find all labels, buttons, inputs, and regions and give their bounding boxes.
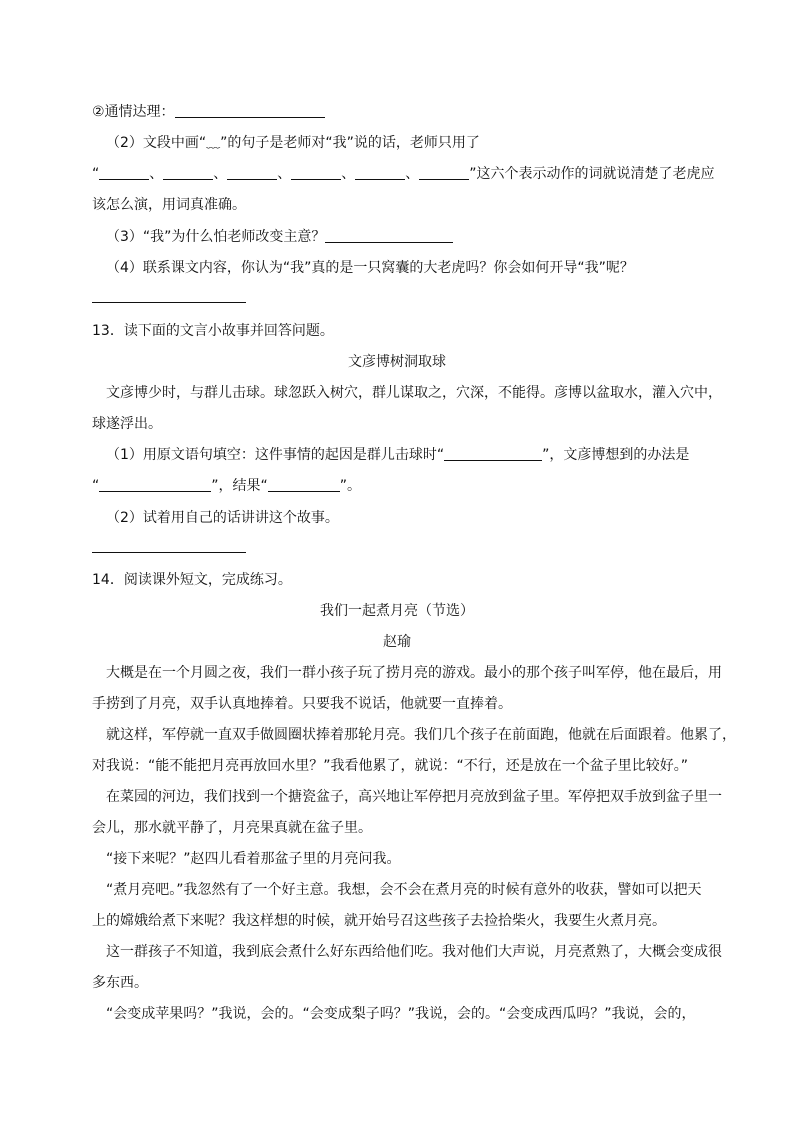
q12-part4-answer-line[interactable] <box>92 302 246 303</box>
q13-passage-line2: 球遂浮出。 <box>92 416 162 432</box>
q12-part2-blanks: “ 、 、 、 、 、 ”这六个表示动作的词就说清楚了老虎应 <box>92 166 715 182</box>
q12-item2 <box>92 103 325 121</box>
answer-blank-6[interactable] <box>419 165 469 180</box>
q14-heading: 14．阅读课外短文，完成练习。 <box>92 572 292 588</box>
q14-author: 赵瑜 <box>383 634 411 650</box>
answer-blank-4[interactable] <box>291 165 341 180</box>
q14-p1-line2: 手捞到了月亮，双手认真地捧着。只要我不说话，他就要一直捧着。 <box>92 696 512 712</box>
q14-p5-line1: “煮月亮吧。”我忽然有了一个好主意。我想，会不会在煮月亮的时候有意外的收获，譬如可以把天 <box>106 882 702 898</box>
q13-part1: （1）用原文语句填空：这件事情的起因是群儿击球时“ ”，文彦博想到的办法是 <box>106 447 690 463</box>
answer-blank[interactable] <box>175 103 325 118</box>
answer-blank-5[interactable] <box>355 165 405 180</box>
answer-blank[interactable] <box>444 446 542 461</box>
answer-blank[interactable] <box>99 477 211 492</box>
q12-part4: （4）联系课文内容，你认为“我”真的是一只窝囊的大老虎吗？你会如何开导“我”呢？ <box>106 260 634 276</box>
q14-p3-line2: 会儿，那水就平静了，月亮果真就在盆子里。 <box>92 820 372 836</box>
answer-blank-2[interactable] <box>163 165 213 180</box>
q14-p4-line1: “接下来呢？”赵四儿看着那盆子里的月亮问我。 <box>106 851 401 867</box>
q14-p3-line1: 在菜园的河边，我们找到一个搪瓷盆子，高兴地让军停把月亮放到盆子里。军停把双手放到盆子里一 <box>106 789 722 805</box>
q14-p6-line2: 多东西。 <box>92 975 148 991</box>
q12-part2-line3: 该怎么演，用词真准确。 <box>92 197 246 213</box>
answer-blank[interactable] <box>325 228 453 243</box>
q13-heading: 13．读下面的文言小故事并回答问题。 <box>92 323 334 339</box>
q13-passage-line1: 文彦博少时，与群儿击球。球忽跃入树穴，群儿谋取之，穴深，不能得。彦博以盆取水，灌入穴中， <box>106 385 722 401</box>
q12-item2-label: ②通情达理： <box>92 104 175 120</box>
q13-part1-line2: “ ”，结果“ ”。 <box>92 478 362 494</box>
q14-p1-line1: 大概是在一个月圆之夜，我们一群小孩子玩了捞月亮的游戏。最小的那个孩子叫军停，他在最后，用 <box>106 665 722 681</box>
q13-part2: （2）试着用自己的话讲讲这个故事。 <box>106 510 339 526</box>
q14-p5-line2: 上的嫦娥给煮下来呢？我这样想的时候，就开始号召这些孩子去捡拾柴火，我要生火煮月亮。 <box>92 913 666 929</box>
q14-title: 我们一起煮月亮（节选） <box>320 603 474 619</box>
answer-blank-1[interactable] <box>99 165 149 180</box>
answer-blank-3[interactable] <box>227 165 277 180</box>
q12-part2: （2）文段中画“﹏”的句子是老师对“我”说的话，老师只用了 <box>106 135 480 151</box>
q14-p2-line2: 对我说：“能不能把月亮再放回水里？”我看他累了，就说：“不行，还是放在一个盆子里比较好。” <box>92 758 689 774</box>
q12-part3: （3）“我”为什么怕老师改变主意？ <box>106 228 453 246</box>
q14-p7-line1: “会变成苹果吗？”我说，会的。“会变成梨子吗？”我说，会的。“会变成西瓜吗？”我说，会的， <box>106 1006 696 1022</box>
q13-part2-answer-line[interactable] <box>92 552 246 553</box>
q14-p6-line1: 这一群孩子不知道，我到底会煮什么好东西给他们吃。我对他们大声说，月亮煮熟了，大概会变成很 <box>106 944 722 960</box>
answer-blank[interactable] <box>268 477 340 492</box>
q14-p2-line1: 就这样，军停就一直双手做圆圈状捧着那轮月亮。我们几个孩子在前面跑，他就在后面跟着。他累了， <box>106 727 736 743</box>
q13-title: 文彦博树洞取球 <box>348 354 446 370</box>
